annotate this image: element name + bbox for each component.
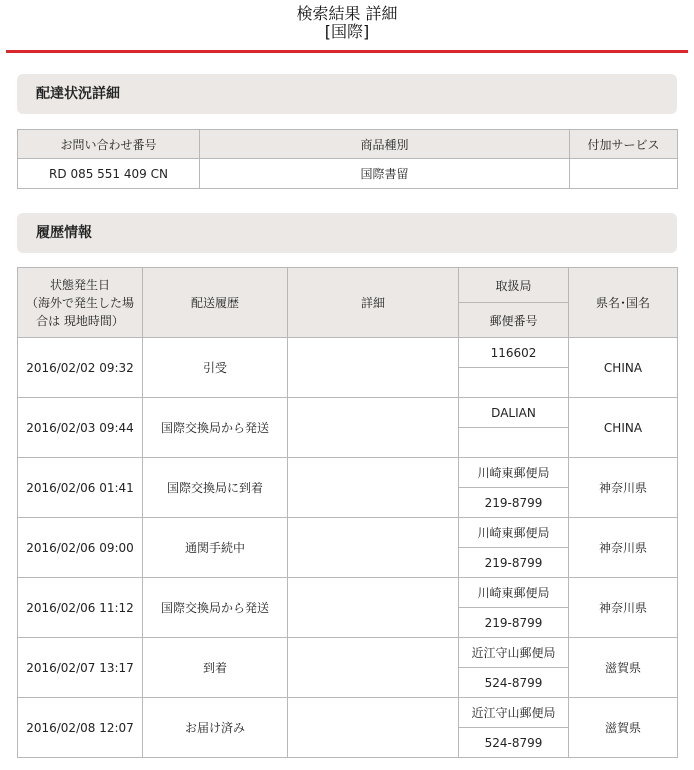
history-event: 引受 <box>143 338 288 398</box>
history-row <box>18 518 678 548</box>
header-date-line3: 合は 現地時間） <box>36 313 124 328</box>
history-row <box>18 458 678 488</box>
history-row <box>18 338 678 368</box>
history-region: 神奈川県 <box>569 578 678 638</box>
history-row <box>18 398 678 428</box>
header-date-line1: 状態発生日 <box>49 277 110 292</box>
history-detail <box>288 398 459 458</box>
history-row <box>18 698 678 728</box>
header-delivery-history: 配送履歴 <box>143 268 288 338</box>
history-header-row <box>18 268 678 303</box>
history-date: 2016/02/08 12:07 <box>18 698 143 758</box>
history-detail <box>288 578 459 638</box>
history-region: CHINA <box>569 338 678 398</box>
summary-header-row <box>18 130 678 159</box>
history-postal-code: 524-8799 <box>459 668 569 698</box>
history-region: 神奈川県 <box>569 458 678 518</box>
history-date: 2016/02/06 09:00 <box>18 518 143 578</box>
history-date: 2016/02/06 01:41 <box>18 458 143 518</box>
header-detail: 詳細 <box>288 268 459 338</box>
history-detail <box>288 638 459 698</box>
header-additional-service: 付加サービス <box>570 130 678 159</box>
history-event: 通関手続中 <box>143 518 288 578</box>
page-title-line1: 検索結果 詳細 <box>296 4 398 23</box>
section-header-history <box>17 213 677 253</box>
history-row <box>18 578 678 608</box>
history-event: 国際交換局から発送 <box>143 578 288 638</box>
header-inquiry-number: お問い合わせ番号 <box>18 130 200 159</box>
history-event: 国際交換局から発送 <box>143 398 288 458</box>
history-event: 国際交換局に到着 <box>143 458 288 518</box>
history-office: 近江守山郵便局 <box>459 698 569 728</box>
inquiry-number: RD 085 551 409 CN <box>18 159 200 189</box>
history-date: 2016/02/07 13:17 <box>18 638 143 698</box>
history-region: 滋賀県 <box>569 698 678 758</box>
history-detail <box>288 518 459 578</box>
history-office: 川崎東郵便局 <box>459 518 569 548</box>
history-postal-code: 524-8799 <box>459 728 569 758</box>
header-divider <box>6 50 688 53</box>
section-header-delivery-status <box>17 74 677 114</box>
history-office: DALIAN <box>459 398 569 428</box>
history-region: 滋賀県 <box>569 638 678 698</box>
history-postal-code: 219-8799 <box>459 608 569 638</box>
header-region: 県名･国名 <box>569 268 678 338</box>
summary-table <box>17 129 678 189</box>
header-product-type: 商品種別 <box>200 130 570 159</box>
section-title: 配達状況詳細 <box>36 86 120 102</box>
history-region: 神奈川県 <box>569 518 678 578</box>
history-office: 川崎東郵便局 <box>459 578 569 608</box>
history-office: 近江守山郵便局 <box>459 638 569 668</box>
header-date <box>18 268 143 338</box>
history-date: 2016/02/03 09:44 <box>18 398 143 458</box>
product-type: 国際書留 <box>200 159 570 189</box>
history-postal-code <box>459 428 569 458</box>
history-date: 2016/02/06 11:12 <box>18 578 143 638</box>
page-title <box>0 5 694 41</box>
header-date-line2: （海外で発生した場 <box>25 295 134 310</box>
history-postal-code <box>459 368 569 398</box>
summary-row <box>18 159 678 189</box>
history-detail <box>288 338 459 398</box>
history-detail <box>288 458 459 518</box>
header-postal-code: 郵便番号 <box>459 303 569 338</box>
history-postal-code: 219-8799 <box>459 548 569 578</box>
section-title: 履歴情報 <box>36 225 92 241</box>
additional-service <box>570 159 678 189</box>
history-table <box>17 267 678 758</box>
page-title-line2: [国際] <box>324 22 370 41</box>
history-region: CHINA <box>569 398 678 458</box>
history-date: 2016/02/02 09:32 <box>18 338 143 398</box>
history-office: 116602 <box>459 338 569 368</box>
history-row <box>18 638 678 668</box>
history-postal-code: 219-8799 <box>459 488 569 518</box>
header-office: 取扱局 <box>459 268 569 303</box>
history-event: 到着 <box>143 638 288 698</box>
history-detail <box>288 698 459 758</box>
history-event: お届け済み <box>143 698 288 758</box>
history-office: 川崎東郵便局 <box>459 458 569 488</box>
